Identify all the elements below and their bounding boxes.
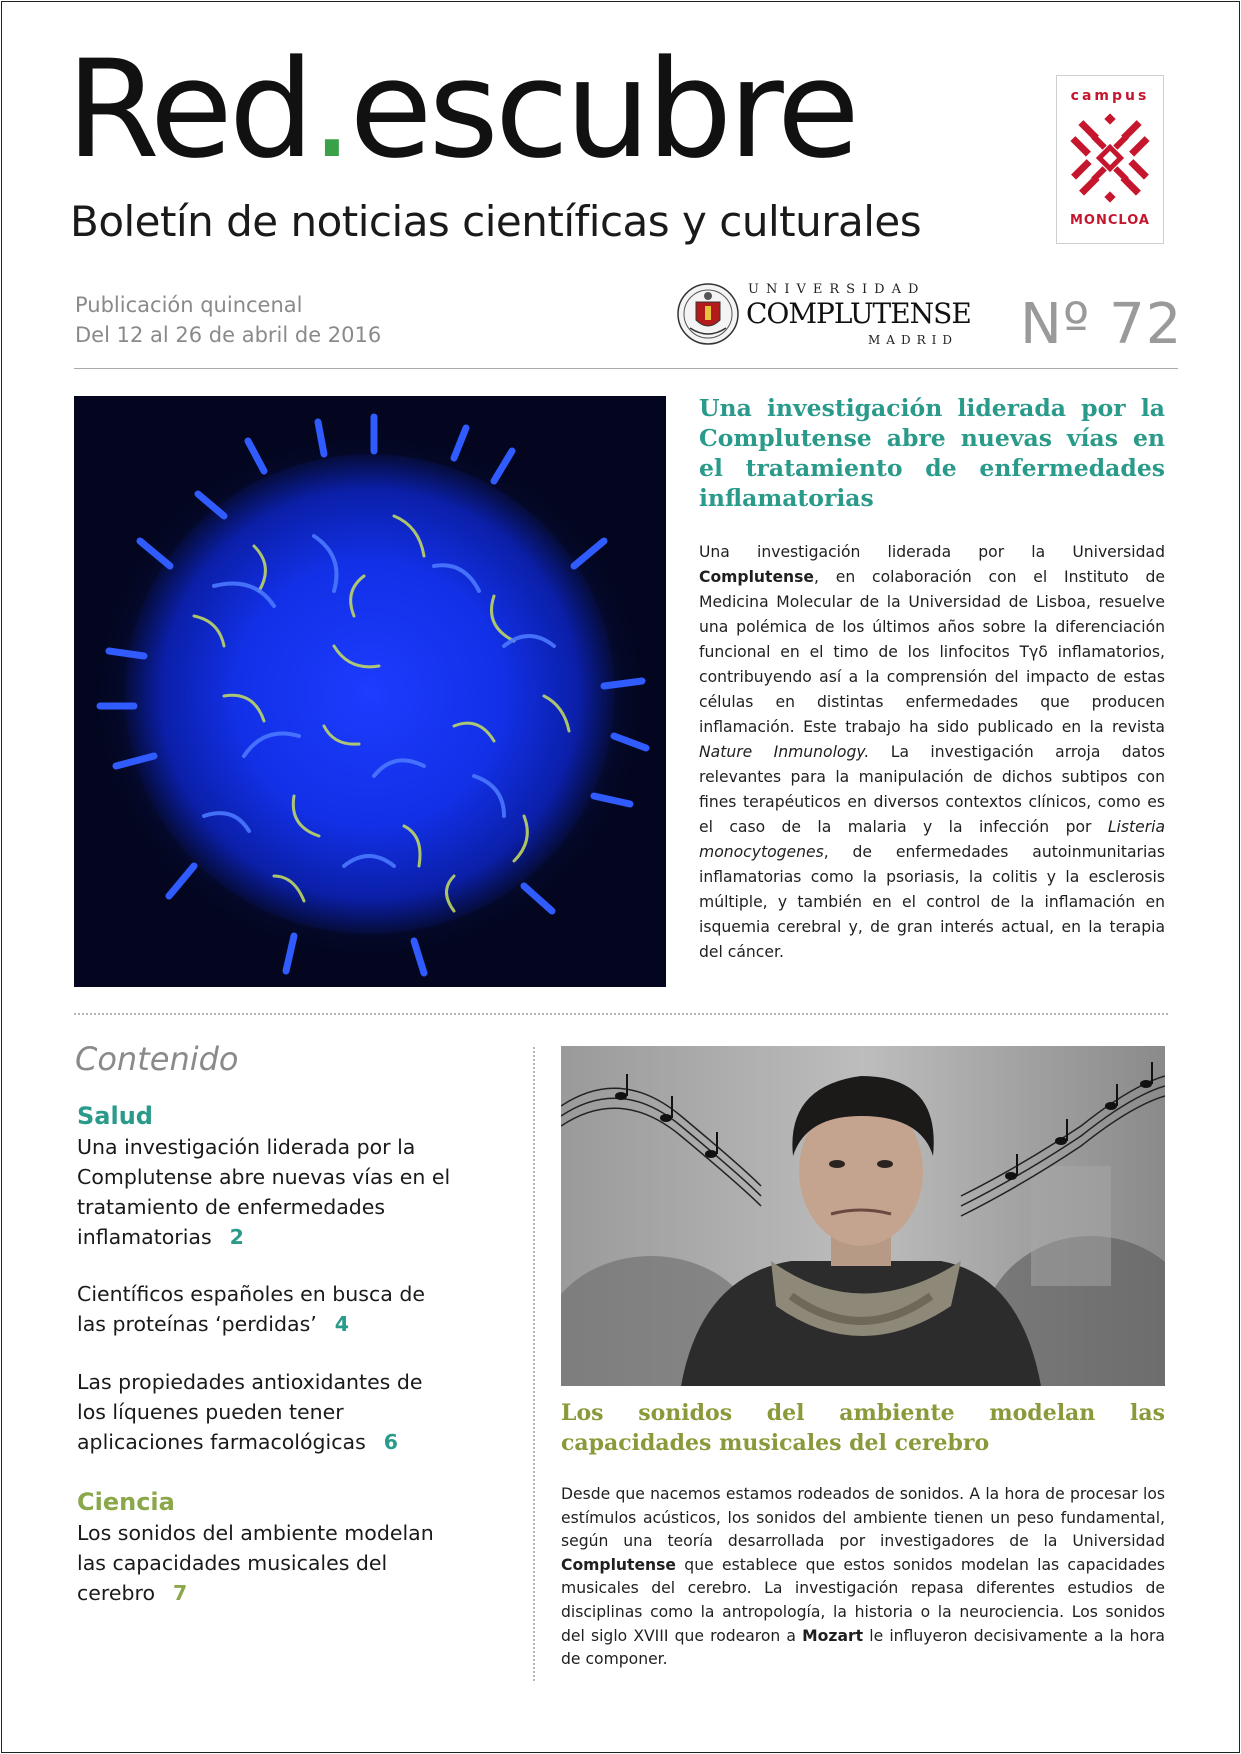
- publication-info: [75, 290, 381, 350]
- toc-item[interactable]: [77, 1367, 457, 1457]
- lead-story-body: [699, 540, 1165, 965]
- man-with-music-notes-icon: [561, 1046, 1165, 1386]
- ucm-line3: MADRID: [868, 333, 958, 347]
- cell-micrograph-icon: [74, 396, 666, 987]
- toc-item[interactable]: [77, 1132, 457, 1252]
- ucm-line1: UNIVERSIDAD: [748, 282, 926, 297]
- lead-text-4: , de enfermedades autoinmunitarias inflamatorias como la psoriasis, la colitis y la esclerosis múltiple, y también en el control de la inflamación en isquemia cerebral y, de gran interés actual, en la terapia del cáncer.: [699, 843, 1165, 961]
- lead-story-title: Una investigación liderada por la Complutense abre nuevas vías en el tratamiento de enfermedades inflamatorias: [699, 394, 1165, 512]
- header-divider: [74, 368, 1178, 369]
- story2-text-1: Desde que nacemos estamos rodeados de sonidos. A la hora de procesar los estímulos acústicos, los sonidos del ambiente tienen un peso fundamental, según una teoría desarrollada por investigadores de la Universidad: [561, 1485, 1165, 1551]
- university-crest-icon: [676, 280, 740, 348]
- toc-item[interactable]: [77, 1279, 457, 1339]
- tagline: Boletín de noticias científicas y culturales: [70, 197, 922, 246]
- lead-italic-2: Listeria monocytogenes: [699, 818, 1165, 861]
- story2-bold-2: Mozart: [802, 1626, 864, 1645]
- toc-item-text: Los sonidos del ambiente modelan las capacidades musicales del cerebro: [77, 1521, 434, 1605]
- toc-section-ciencia: Ciencia: [77, 1488, 175, 1516]
- toc-item-page: 4: [334, 1312, 350, 1336]
- campus-logo-top: campus: [1070, 88, 1150, 104]
- campus-emblem-icon: [1070, 113, 1150, 203]
- toc-item-page: 6: [383, 1430, 399, 1454]
- lead-text-2: , en colaboración con el Instituto de Medicina Molecular de la Universidad de Lisboa, resuelve una polémica de los últimos años sobre la diferenciación funcional en el timo de los linfocitos Tγδ inflamatorios, contribuyendo así a la comprensión del impacto de estas células en distintas enfermedades que producen inflamación. Este trabajo ha sido publicado en la revista: [699, 568, 1165, 736]
- newsletter-title: [66, 31, 856, 188]
- story2-text-2: que establece que estos sonidos modelan las capacidades musicales del cerebro. La investigación repasa diferentes estudios de disciplinas como la antropología, la historia o la neurociencia. Los sonidos del siglo XVIII que rodearon a: [561, 1555, 1165, 1645]
- story2-title: Los sonidos del ambiente modelan las capacidades musicales del cerebro: [561, 1400, 1165, 1456]
- toc-item-page: 7: [173, 1581, 188, 1605]
- story2-text-3: le influyeron decisivamente a la hora de componer.: [561, 1626, 1165, 1669]
- music-photo-image[interactable]: [561, 1046, 1165, 1386]
- campus-moncloa-logo[interactable]: [1056, 75, 1164, 244]
- complutense-logo[interactable]: [676, 278, 971, 350]
- toc-section-salud: Salud: [77, 1102, 153, 1130]
- lead-italic-1: Nature Inmunology.: [699, 743, 870, 761]
- lead-text-1: Una investigación liderada por la Universidad: [699, 543, 1165, 561]
- campus-logo-bottom: MONCLOA: [1070, 213, 1150, 228]
- toc-item-text: Científicos españoles en busca de las proteínas ‘perdidas’: [77, 1282, 425, 1336]
- contents-title: Contenido: [75, 1040, 239, 1078]
- column-divider: [533, 1047, 535, 1681]
- story2-bold-1: Complutense: [561, 1555, 677, 1574]
- publication-frequency: Publicación quincenal: [75, 293, 303, 317]
- toc-item-text: Una investigación liderada por la Complutense abre nuevas vías en el tratamiento de enfermedades inflamatorias: [77, 1135, 451, 1249]
- cell-micrograph-image[interactable]: [74, 396, 666, 987]
- toc-item[interactable]: [77, 1518, 457, 1608]
- brand-dot: .: [310, 31, 350, 188]
- lead-bold-1: Complutense: [699, 568, 815, 586]
- publication-dates: Del 12 al 26 de abril de 2016: [75, 323, 382, 347]
- brand-left: Red: [66, 31, 311, 188]
- section-divider: [74, 1013, 1168, 1015]
- lead-text-3: La investigación arroja datos relevantes para la manipulación de dichos subtipos con fines terapéuticos en diversos contextos clínicos, como es el caso de la malaria y la infección por: [699, 743, 1166, 836]
- toc-item-page: 2: [229, 1225, 244, 1249]
- issue-number: Nº 72: [1020, 292, 1183, 357]
- story2-body: [561, 1483, 1165, 1672]
- toc-item-text: Las propiedades antioxidantes de los líquenes pueden tener aplicaciones farmacológicas: [77, 1370, 423, 1454]
- brand-right: escubre: [349, 31, 856, 188]
- ucm-line2: COMPLUTENSE: [746, 297, 971, 330]
